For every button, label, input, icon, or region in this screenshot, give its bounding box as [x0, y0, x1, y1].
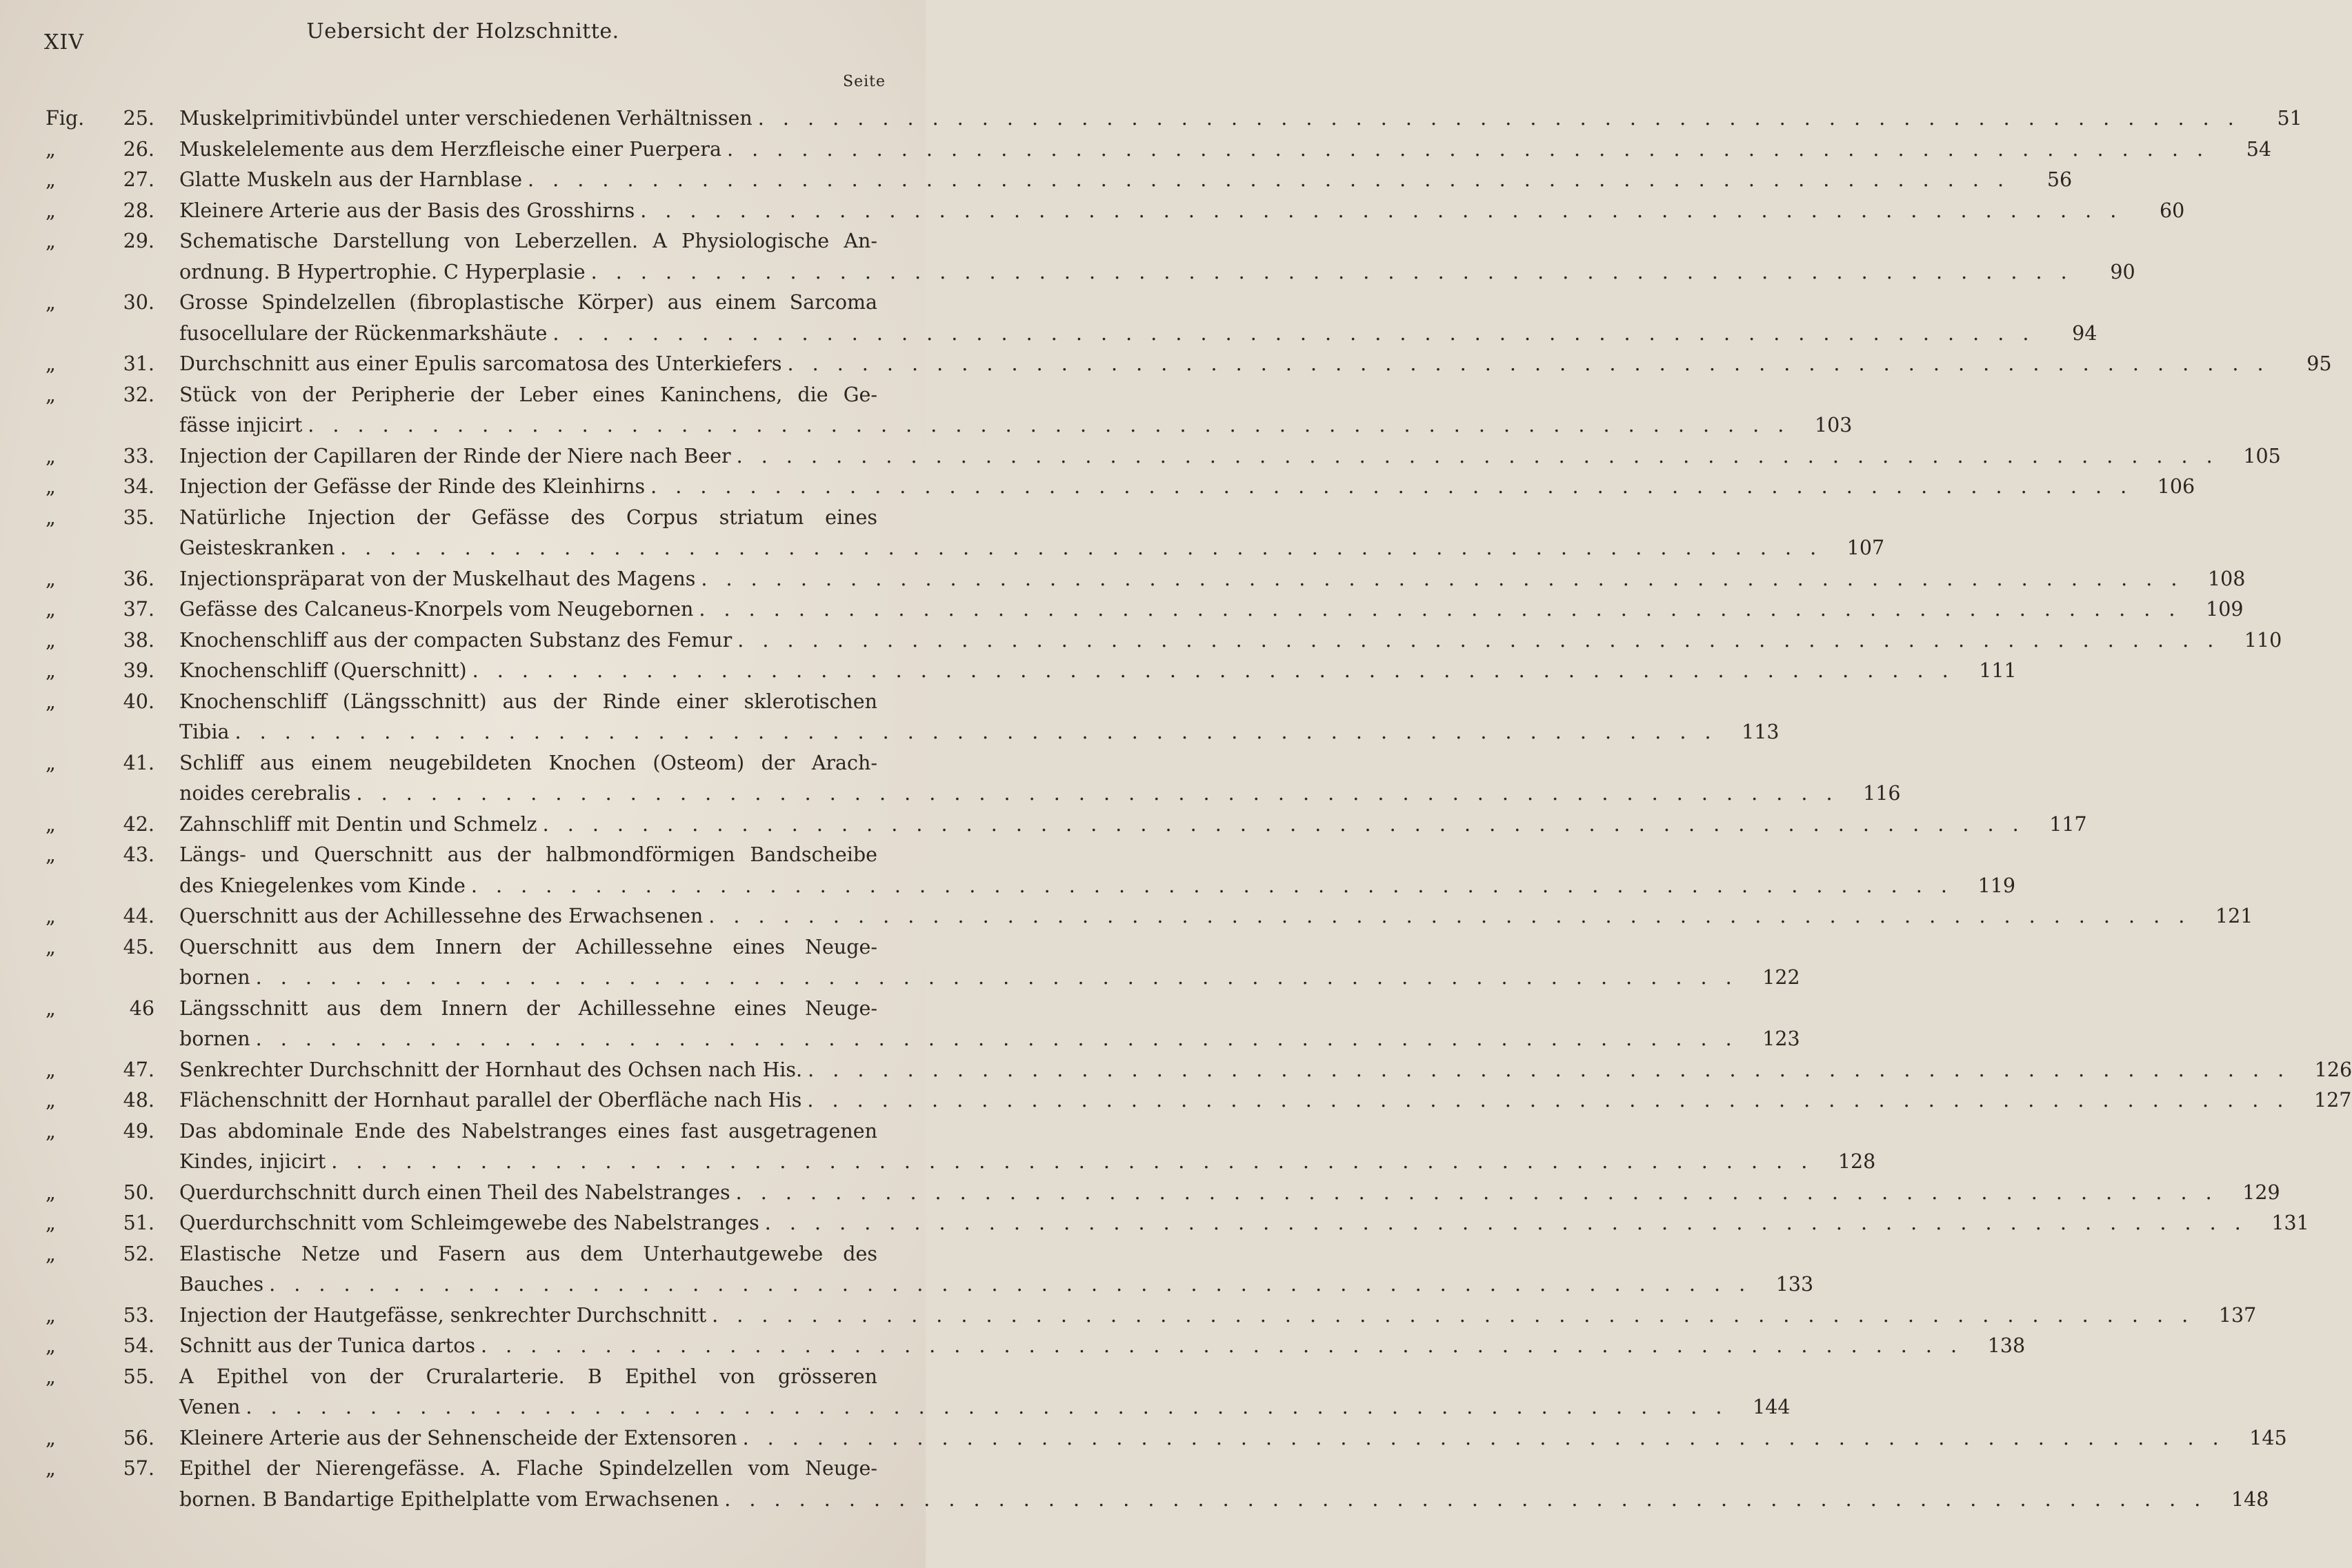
fig-description: [179, 932, 1800, 994]
fig-number: 42.: [123, 812, 155, 836]
description-line: Schliff aus einem neugebildeten Knochen (Osteom) der Arach-: [179, 751, 877, 774]
list-item: [0, 840, 2015, 901]
dot-leader: . . . . . . . . . . . . . . . . . . . . . . . . . . . . . . . . . . . . . . . . . . . . . . . . . . . . . . . . . . . .: [764, 1212, 2247, 1234]
fig-description: [179, 1423, 2287, 1454]
page-number: 56: [2046, 168, 2073, 191]
page-number: 126: [2314, 1058, 2352, 1081]
fig-prefix: „: [46, 1119, 56, 1143]
fig-prefix: „: [46, 1180, 56, 1204]
description-line: Zahnschliff mit Dentin und Schmelz: [179, 812, 537, 836]
description-line: noides cerebralis: [179, 782, 351, 805]
fig-prefix: „: [46, 812, 56, 836]
list-item: [0, 349, 2332, 380]
description-line: des Kniegelenkes vom Kinde: [179, 874, 466, 897]
fig-description: [179, 503, 1885, 564]
description-line: bornen: [179, 966, 250, 989]
fig-prefix: „: [46, 1334, 56, 1357]
dot-leader: . . . . . . . . . . . . . . . . . . . . . . . . . . . . . . . . . . . . . . . . . . . . . . . . . . . . . . . . . . . .: [650, 475, 2133, 498]
fig-prefix: „: [46, 1212, 56, 1234]
page-number: 128: [1837, 1150, 1876, 1173]
fig-number: 49.: [123, 1119, 155, 1143]
fig-description: [179, 656, 2017, 687]
fig-prefix: „: [46, 1457, 56, 1480]
page-number: 137: [2218, 1303, 2257, 1327]
list-item: [0, 103, 2302, 134]
page-number: 129: [2242, 1180, 2280, 1204]
description-line: Injectionspräparat von der Muskelhaut des Magens: [179, 567, 696, 590]
list-item: [0, 1116, 1876, 1178]
list-item: [0, 1055, 2352, 1086]
list-item: [0, 1208, 2309, 1239]
fig-number: 51.: [123, 1212, 155, 1234]
page-number: 107: [1846, 536, 1885, 559]
description-line: Querdurchschnitt durch einen Theil des Nabelstranges: [179, 1180, 730, 1204]
description-line: Stück von der Peripherie der Leber eines Kaninchens, die Ge-: [179, 383, 877, 406]
list-item: [0, 288, 2097, 349]
fig-prefix: „: [46, 230, 56, 252]
fig-description: [179, 1362, 1791, 1423]
page-number: 108: [2208, 567, 2246, 590]
page-number: 122: [1762, 966, 1800, 989]
dot-leader: . . . . . . . . . . . . . . . . . . . . . . . . . . . . . . . . . . . . . . . . . . . . . . . . . . . . . . . . . . . .: [787, 352, 2270, 375]
fig-prefix: „: [46, 168, 56, 191]
dot-leader: . . . . . . . . . . . . . . . . . . . . . . . . . . . . . . . . . . . . . . . . . . . . . . . . . . . . . . . . . . . .: [308, 414, 1791, 436]
seite-column-label: Seite: [843, 73, 886, 90]
dot-leader: . . . . . . . . . . . . . . . . . . . . . . . . . . . . . . . . . . . . . . . . . . . . . . . . . . . . . . . . . . . .: [235, 721, 1717, 743]
fig-description: [179, 441, 2281, 472]
fig-prefix: „: [46, 905, 56, 927]
list-item: [0, 472, 2195, 503]
fig-description: [179, 349, 2332, 380]
fig-prefix: „: [46, 199, 56, 222]
page-number: 117: [2049, 812, 2087, 836]
fig-prefix: „: [46, 475, 56, 498]
list-item: [0, 932, 1800, 994]
fig-description: [179, 288, 2097, 349]
description-line: Das abdominale Ende des Nabelstranges eines fast ausgetragenen: [179, 1119, 877, 1143]
dot-leader: . . . . . . . . . . . . . . . . . . . . . . . . . . . . . . . . . . . . . . . . . . . . . . . . . . . . . . . . . . . .: [724, 1487, 2207, 1511]
page-number: 123: [1762, 1027, 1800, 1050]
page-roman-numeral: XIV: [44, 30, 84, 54]
fig-description: [179, 1208, 2309, 1239]
description-line: Bauches: [179, 1273, 264, 1296]
dot-leader: . . . . . . . . . . . . . . . . . . . . . . . . . . . . . . . . . . . . . . . . . . . . . . . . . . . . . . . . . . . .: [590, 260, 2073, 283]
page-number: 131: [2271, 1212, 2309, 1234]
fig-prefix: „: [46, 567, 56, 590]
page-number: 110: [2244, 628, 2282, 652]
description-line: Knochenschliff (Längsschnitt) aus der Rinde einer sklerotischen: [179, 690, 877, 713]
list-item: [0, 441, 2281, 472]
description-line: Längs- und Querschnitt aus der halbmondförmigen Bandscheibe: [179, 843, 877, 866]
fig-number: 56.: [123, 1426, 155, 1449]
description-line: Kleinere Arterie aus der Basis des Grosshirns: [179, 199, 635, 222]
fig-prefix: „: [46, 505, 56, 529]
fig-description: [179, 1454, 2269, 1515]
fig-number: 35.: [123, 505, 155, 529]
dot-leader: . . . . . . . . . . . . . . . . . . . . . . . . . . . . . . . . . . . . . . . . . . . . . . . . . . . . . . . . . . . .: [808, 1058, 2291, 1081]
fig-description: [179, 1239, 1814, 1300]
fig-description: [179, 134, 2272, 165]
description-line: Epithel der Nierengefässe. A. Flache Spindelzellen vom Neuge-: [179, 1457, 877, 1480]
page-number: 105: [2243, 444, 2281, 468]
list-item: [0, 134, 2272, 165]
page-number: 94: [2072, 321, 2097, 345]
dot-leader: . . . . . . . . . . . . . . . . . . . . . . . . . . . . . . . . . . . . . . . . . . . . . . . . . . . . . . . . . . . .: [472, 659, 1955, 682]
dot-leader: . . . . . . . . . . . . . . . . . . . . . . . . . . . . . . . . . . . . . . . . . . . . . . . . . . . . . . . . . . . .: [470, 874, 1953, 897]
fig-number: 43.: [123, 843, 155, 866]
fig-description: [179, 564, 2246, 595]
fig-prefix: „: [46, 291, 56, 314]
fig-number: 38.: [123, 628, 155, 652]
description-line: Schematische Darstellung von Leberzellen. A Physiologische An-: [179, 230, 877, 252]
fig-prefix: „: [46, 1303, 56, 1327]
fig-number: 50.: [123, 1180, 155, 1204]
list-item: [0, 1178, 2280, 1209]
page-number: 95: [2306, 352, 2332, 375]
fig-number: 53.: [123, 1303, 155, 1327]
fig-prefix: Fig.: [46, 107, 85, 130]
fig-prefix: „: [46, 935, 56, 958]
fig-number: 27.: [123, 168, 155, 191]
fig-number: 52.: [123, 1242, 155, 1265]
fig-prefix: „: [46, 690, 56, 713]
dot-leader: . . . . . . . . . . . . . . . . . . . . . . . . . . . . . . . . . . . . . . . . . . . . . . . . . . . . . . . . . . . .: [735, 1180, 2218, 1204]
fig-number: 39.: [123, 659, 155, 682]
description-line: Injection der Hautgefässe, senkrechter Durchschnitt: [179, 1303, 707, 1327]
list-item: [0, 994, 1800, 1055]
fig-number: 45.: [123, 935, 155, 958]
description-line: Querschnitt aus dem Innern der Achillessehne eines Neuge-: [179, 935, 877, 958]
fig-number: 41.: [123, 751, 155, 774]
fig-description: [179, 226, 2135, 288]
fig-prefix: „: [46, 444, 56, 468]
list-item: [0, 625, 2282, 656]
description-line: Natürliche Injection der Gefässe des Corpus striatum eines: [179, 505, 877, 529]
page-number: 54: [2246, 137, 2272, 161]
list-item: [0, 748, 1901, 810]
fig-prefix: „: [46, 1058, 56, 1081]
page-number: 51: [2277, 107, 2302, 130]
fig-prefix: „: [46, 383, 56, 406]
dot-leader: . . . . . . . . . . . . . . . . . . . . . . . . . . . . . . . . . . . . . . . . . . . . . . . . . . . . . . . . . . . .: [757, 107, 2240, 130]
description-line: Senkrechter Durchschnitt der Hornhaut des Ochsen nach His.: [179, 1058, 803, 1081]
page-number: 90: [2110, 260, 2135, 283]
description-line: Knochenschliff (Querschnitt): [179, 659, 467, 682]
list-item: [0, 1085, 2352, 1116]
list-item: [0, 1362, 1791, 1423]
fig-description: [179, 1331, 2026, 1362]
fig-number: 30.: [123, 291, 155, 314]
dot-leader: . . . . . . . . . . . . . . . . . . . . . . . . . . . . . . . . . . . . . . . . . . . . . . . . . . . . . . . . . . . .: [269, 1273, 1752, 1296]
fig-number: 36.: [123, 567, 155, 590]
dot-leader: . . . . . . . . . . . . . . . . . . . . . . . . . . . . . . . . . . . . . . . . . . . . . . . . . . . . . . . . . . . .: [712, 1303, 2195, 1327]
fig-prefix: „: [46, 1089, 56, 1112]
fig-description: [179, 1055, 2352, 1086]
description-line: Muskelelemente aus dem Herzfleische einer Puerpera: [179, 137, 721, 161]
fig-number: 29.: [123, 230, 155, 252]
list-item: [0, 656, 2017, 687]
fig-prefix: „: [46, 628, 56, 652]
description-line: Injection der Gefässe der Rinde des Kleinhirns: [179, 475, 646, 498]
fig-description: [179, 810, 2087, 841]
description-line: Schnitt aus der Tunica dartos: [179, 1334, 476, 1357]
fig-description: [179, 1085, 2352, 1116]
description-line: bornen. B Bandartige Epithelplatte vom Erwachsenen: [179, 1487, 719, 1511]
description-line: Gefässe des Calcaneus-Knorpels vom Neugebornen: [179, 598, 694, 621]
list-item: [0, 594, 2244, 625]
figure-list: [0, 103, 2352, 1515]
fig-number: 47.: [123, 1058, 155, 1081]
fig-number: 37.: [123, 598, 155, 621]
page-number: 103: [1814, 414, 1853, 436]
fig-number: 48.: [123, 1089, 155, 1112]
list-item: [0, 165, 2073, 196]
description-line: Glatte Muskeln aus der Harnblase: [179, 168, 523, 191]
fig-prefix: „: [46, 751, 56, 774]
dot-leader: . . . . . . . . . . . . . . . . . . . . . . . . . . . . . . . . . . . . . . . . . . . . . . . . . . . . . . . . . . . .: [340, 536, 1823, 559]
list-item: [0, 1300, 2257, 1331]
fig-prefix: „: [46, 598, 56, 621]
fig-description: [179, 1300, 2257, 1331]
fig-description: [179, 165, 2073, 196]
description-line: Kleinere Arterie aus der Sehnenscheide der Extensoren: [179, 1426, 737, 1449]
list-item: [0, 1423, 2287, 1454]
running-title: Uebersicht der Holzschnitte.: [306, 19, 619, 43]
fig-number: 55.: [123, 1365, 155, 1388]
description-line: fusocellulare der Rückenmarkshäute: [179, 321, 548, 345]
description-line: Grosse Spindelzellen (fibroplastische Körper) aus einem Sarcoma: [179, 291, 877, 314]
description-line: Injection der Capillaren der Rinde der Niere nach Beer: [179, 444, 731, 468]
list-item: [0, 503, 1885, 564]
list-item: [0, 1331, 2026, 1362]
fig-number: 57.: [123, 1457, 155, 1480]
fig-prefix: „: [46, 352, 56, 375]
list-item: [0, 196, 2185, 227]
fig-number: 44.: [123, 905, 155, 927]
dot-leader: . . . . . . . . . . . . . . . . . . . . . . . . . . . . . . . . . . . . . . . . . . . . . . . . . . . . . . . . . . . .: [255, 966, 1738, 989]
dot-leader: . . . . . . . . . . . . . . . . . . . . . . . . . . . . . . . . . . . . . . . . . . . . . . . . . . . . . . . . . . . .: [246, 1396, 1728, 1418]
dot-leader: . . . . . . . . . . . . . . . . . . . . . . . . . . . . . . . . . . . . . . . . . . . . . . . . . . . . . . . . . . . .: [726, 137, 2210, 161]
dot-leader: . . . . . . . . . . . . . . . . . . . . . . . . . . . . . . . . . . . . . . . . . . . . . . . . . . . . . . . . . . . .: [736, 444, 2219, 468]
fig-number: 40.: [123, 690, 155, 713]
dot-leader: . . . . . . . . . . . . . . . . . . . . . . . . . . . . . . . . . . . . . . . . . . . . . . . . . . . . . . . . . . . .: [807, 1089, 2290, 1112]
dot-leader: . . . . . . . . . . . . . . . . . . . . . . . . . . . . . . . . . . . . . . . . . . . . . . . . . . . . . . . . . . . .: [552, 321, 2035, 345]
description-line: fässe injicirt: [179, 414, 303, 436]
fig-description: [179, 625, 2282, 656]
description-line: Tibia: [179, 721, 230, 743]
fig-number: 25.: [123, 107, 155, 130]
fig-description: [179, 687, 1780, 748]
list-item: [0, 810, 2087, 841]
dot-leader: . . . . . . . . . . . . . . . . . . . . . . . . . . . . . . . . . . . . . . . . . . . . . . . . . . . . . . . . . . . .: [708, 905, 2191, 927]
dot-leader: . . . . . . . . . . . . . . . . . . . . . . . . . . . . . . . . . . . . . . . . . . . . . . . . . . . . . . . . . . . .: [356, 782, 1839, 805]
fig-description: [179, 1116, 1876, 1178]
page-number: 109: [2206, 598, 2244, 621]
fig-prefix: „: [46, 1426, 56, 1449]
description-line: Venen: [179, 1396, 241, 1418]
fig-description: [179, 994, 1800, 1055]
fig-description: [179, 1178, 2280, 1209]
description-line: Elastische Netze und Fasern aus dem Unterhautgewebe des: [179, 1242, 877, 1265]
description-line: Muskelprimitivbündel unter verschiedenen Verhältnissen: [179, 107, 753, 130]
dot-leader: . . . . . . . . . . . . . . . . . . . . . . . . . . . . . . . . . . . . . . . . . . . . . . . . . . . . . . . . . . . .: [331, 1150, 1814, 1173]
description-line: Geisteskranken: [179, 536, 335, 559]
list-item: [0, 901, 2253, 932]
dot-leader: . . . . . . . . . . . . . . . . . . . . . . . . . . . . . . . . . . . . . . . . . . . . . . . . . . . . . . . . . . . .: [542, 812, 2025, 836]
fig-description: [179, 840, 2015, 901]
dot-leader: . . . . . . . . . . . . . . . . . . . . . . . . . . . . . . . . . . . . . . . . . . . . . . . . . . . . . . . . . . . .: [255, 1027, 1738, 1050]
fig-description: [179, 103, 2302, 134]
description-line: ordnung. B Hypertrophie. C Hyperplasie: [179, 260, 586, 283]
description-line: bornen: [179, 1027, 250, 1050]
fig-number: 34.: [123, 475, 155, 498]
list-item: [0, 380, 1853, 441]
fig-number: 31.: [123, 352, 155, 375]
list-item: [0, 226, 2135, 288]
dot-leader: . . . . . . . . . . . . . . . . . . . . . . . . . . . . . . . . . . . . . . . . . . . . . . . . . . . . . . . . . . . .: [737, 628, 2220, 652]
page-number: 116: [1863, 782, 1901, 805]
list-item: [0, 1454, 2269, 1515]
fig-number: 28.: [123, 199, 155, 222]
fig-number: 32.: [123, 383, 155, 406]
dot-leader: . . . . . . . . . . . . . . . . . . . . . . . . . . . . . . . . . . . . . . . . . . . . . . . . . . . . . . . . . . . .: [640, 199, 2123, 222]
page-number: 106: [2157, 475, 2195, 498]
fig-description: [179, 901, 2253, 932]
fig-prefix: „: [46, 1365, 56, 1388]
page-number: 144: [1753, 1396, 1791, 1418]
fig-description: [179, 594, 2244, 625]
fig-description: [179, 380, 1853, 441]
list-item: [0, 687, 1780, 748]
dot-leader: . . . . . . . . . . . . . . . . . . . . . . . . . . . . . . . . . . . . . . . . . . . . . . . . . . . . . . . . . . . .: [528, 168, 2011, 191]
fig-number: 46: [129, 996, 155, 1020]
list-item: [0, 1239, 1814, 1300]
fig-prefix: „: [46, 137, 56, 161]
description-line: Längsschnitt aus dem Innern der Achillessehne eines Neuge-: [179, 996, 877, 1020]
page-number: 133: [1775, 1273, 1814, 1296]
description-line: Querschnitt aus der Achillessehne des Erwachsenen: [179, 905, 704, 927]
description-line: Knochenschliff aus der compacten Substanz des Femur: [179, 628, 732, 652]
description-line: Querdurchschnitt vom Schleimgewebe des Nabelstranges: [179, 1212, 759, 1234]
page-number: 148: [2231, 1487, 2269, 1511]
fig-number: 54.: [123, 1334, 155, 1357]
dot-leader: . . . . . . . . . . . . . . . . . . . . . . . . . . . . . . . . . . . . . . . . . . . . . . . . . . . . . . . . . . . .: [701, 567, 2184, 590]
page-number: 113: [1742, 721, 1780, 743]
page-number: 127: [2314, 1089, 2352, 1112]
page-number: 119: [1977, 874, 2015, 897]
dot-leader: . . . . . . . . . . . . . . . . . . . . . . . . . . . . . . . . . . . . . . . . . . . . . . . . . . . . . . . . . . . .: [742, 1426, 2225, 1449]
description-line: Flächenschnitt der Hornhaut parallel der Oberfläche nach His: [179, 1089, 802, 1112]
dot-leader: . . . . . . . . . . . . . . . . . . . . . . . . . . . . . . . . . . . . . . . . . . . . . . . . . . . . . . . . . . . .: [699, 598, 2182, 621]
fig-number: 26.: [123, 137, 155, 161]
page-number: 60: [2160, 199, 2185, 222]
page-number: 145: [2249, 1426, 2287, 1449]
page-number: 138: [1987, 1334, 2026, 1357]
list-item: [0, 564, 2246, 595]
description-line: Kindes, injicirt: [179, 1150, 326, 1173]
fig-prefix: „: [46, 659, 56, 682]
fig-prefix: „: [46, 1242, 56, 1265]
fig-description: [179, 196, 2185, 227]
page-number: 121: [2215, 905, 2253, 927]
fig-description: [179, 748, 1901, 810]
description-line: A Epithel von der Cruralarterie. B Epithel von grösseren: [179, 1365, 877, 1388]
fig-description: [179, 472, 2195, 503]
description-line: Durchschnitt aus einer Epulis sarcomatosa des Unterkiefers: [179, 352, 782, 375]
page-number: 111: [1979, 659, 2017, 682]
fig-prefix: „: [46, 996, 56, 1020]
fig-prefix: „: [46, 843, 56, 866]
fig-number: 33.: [123, 444, 155, 468]
dot-leader: . . . . . . . . . . . . . . . . . . . . . . . . . . . . . . . . . . . . . . . . . . . . . . . . . . . . . . . . . . . .: [481, 1334, 1964, 1357]
